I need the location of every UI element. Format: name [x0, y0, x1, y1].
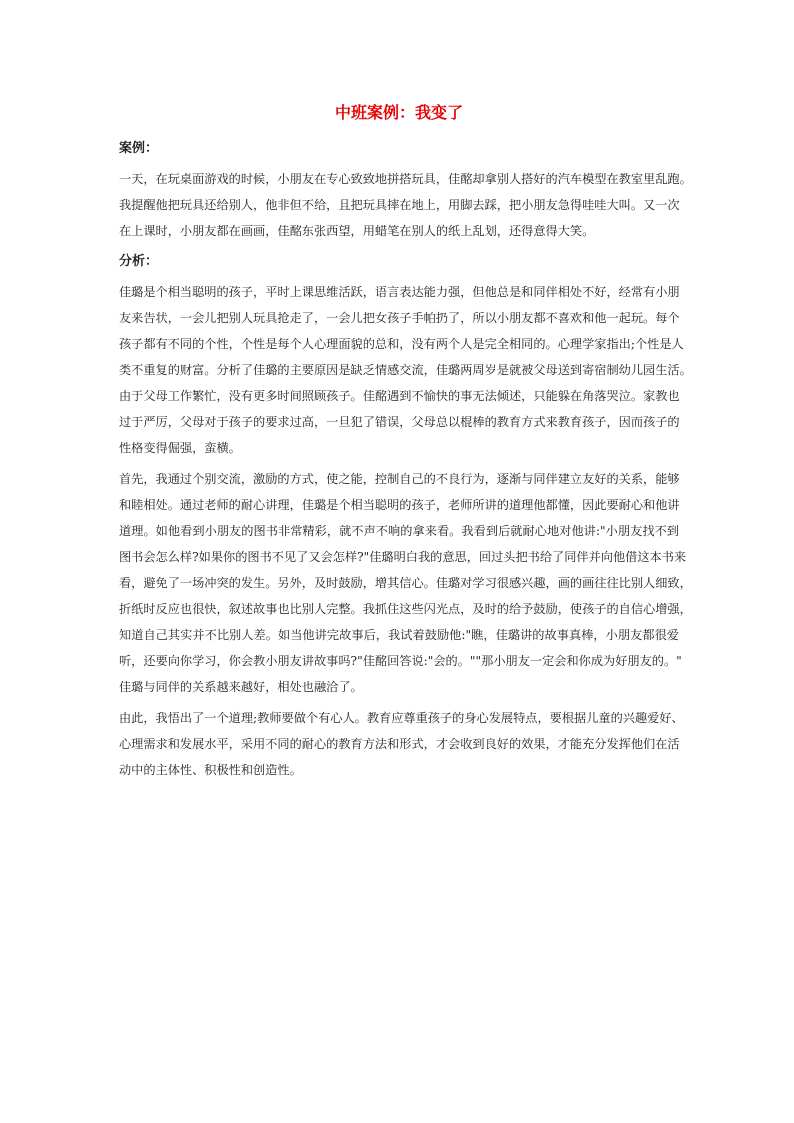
paragraph: [119, 466, 692, 700]
text-line: 一天，在玩桌面游戏的时候，小朋友在专心致致地拼搭玩具，佳酩却拿别人搭好的汽车模型在教室里乱跑。: [119, 172, 692, 186]
text-line: 看，避免了一场冲突的发生。另外，及时鼓励，增其信心。佳璐对学习很感兴趣，画的画往往比别人细致，: [119, 576, 692, 590]
text-line: 佳璐是个相当聪明的孩子，平时上课思维活跃，语言表达能力强，但他总是和同伴相处不好，经常有小朋: [119, 285, 680, 299]
text-line: 过于严厉，父母对于孩子的要求过高，一旦犯了错误，父母总以棍棒的教育方式来教育孩子，因而孩子的: [119, 415, 680, 429]
text-line: 心理需求和发展水平，采用不同的耐心的教育方法和形式，才会收到良好的效果，才能充分发挥他们在活: [119, 737, 680, 751]
text-line: 佳璐与同伴的关系越来越好，相处也融洽了。: [119, 680, 363, 694]
text-line: 类不重复的财富。分析了佳璐的主要原因是缺乏情感交流，佳璐两周岁是就被父母送到寄宿制幼儿园生活。: [119, 363, 692, 377]
paragraph: [119, 279, 692, 461]
paragraph: [119, 705, 684, 783]
text-line: 在上课时，小朋友都在画画，佳酩东张西望，用蜡笔在别人的纸上乱划，还得意得大笑。: [119, 224, 595, 238]
document-body: [119, 136, 692, 783]
text-line: 首先，我通过个别交流，激励的方式，使之能，控制自己的不良行为，逐渐与同伴建立友好的关系，能够: [119, 472, 680, 486]
text-line: 动中的主体性、积极性和创造性。: [119, 763, 302, 777]
text-line: 知道自己其实并不比别人差。如当他讲完故事后，我试着鼓励他:"瞧，佳璐讲的故事真棒，小朋友都很爱: [119, 628, 679, 642]
section-heading: 分析：: [119, 254, 159, 269]
text-line: 孩子都有不同的个性，个性是每个人心理面貌的总和，没有两个人是完全相同的。心理学家指出;个性是人: [119, 337, 684, 351]
text-line: 折纸时反应也很快，叙述故事也比别人完整。我抓住这些闪光点，及时的给予鼓励，使孩子的自信心增强，: [119, 602, 692, 616]
text-line: 由此，我悟出了一个道理;教师要做个有心人。教育应尊重孩子的身心发展特点，要根据儿童的兴趣爱好、: [119, 711, 684, 725]
text-line: 图书会怎么样?如果你的图书不见了又会怎样?"佳璐明白我的意思，回过头把书给了同伴并向他借这本书来: [119, 550, 687, 564]
text-line: 由于父母工作繁忙，没有更多时间照顾孩子。佳酩遇到不愉快的事无法倾述，只能躲在角落哭泣。家教也: [119, 389, 680, 403]
section-heading: 案例：: [119, 141, 159, 156]
text-line: 友来告状，一会儿把别人玩具抢走了，一会儿把女孩子手帕扔了，所以小朋友都不喜欢和他一起玩。每个: [119, 311, 680, 325]
document-page: [119, 100, 692, 788]
document-title: 中班案例：我变了: [334, 103, 463, 122]
text-line: 道理。如他看到小朋友的图书非常精彩，就不声不响的拿来看。我看到后就耐心地对他讲:"小朋友找不到: [119, 524, 679, 538]
text-line: 听，还要向你学习，你会教小朋友讲故事吗?"佳酩回答说:"会的。""那小朋友一定会和你成为好朋友的。": [119, 654, 682, 668]
text-line: 和睦相处。通过老师的耐心讲理，佳璐是个相当聪明的孩子，老师所讲的道理他都懂，因此要耐心和他讲: [119, 498, 680, 512]
text-line: 我提醒他把玩具还给别人，他非但不给，且把玩具摔在地上，用脚去踩，把小朋友急得哇哇大叫。又一次: [119, 198, 680, 212]
paragraph: [119, 166, 692, 244]
text-line: 性格变得倔强，蛮横。: [119, 441, 241, 455]
